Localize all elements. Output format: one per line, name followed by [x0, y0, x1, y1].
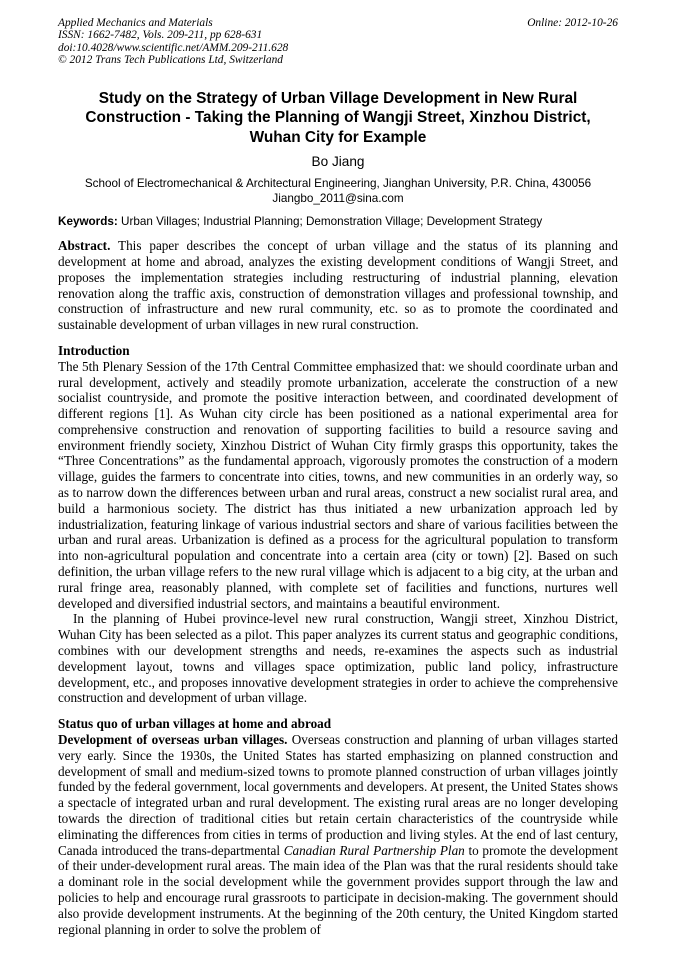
abstract-text: This paper describes the concept of urban village and the status of its planning and development at home and abroad, analyzes the existing development conditions of Wangji Street, and proposes the implementation strategies including restructuring of industrial planning, elevation renovation along the traffic axis, construction of demonstration villages and professional township, and construction of infrastructure and new rural community, etc. so as to promote the coordinated and sustainable development of urban villages in new rural construction.	[58, 238, 618, 333]
doi-line: doi:10.4028/www.scientific.net/AMM.209-211.628	[58, 41, 289, 54]
journal-header-left	[58, 17, 288, 67]
paper-title-line-2: Construction - Taking the Planning of Wangji Street, Xinzhou District,	[85, 109, 591, 127]
author-email: Jiangbo_2011@sina.com	[272, 192, 404, 206]
overseas-text-before-italic: Overseas construction and planning of urban villages started very early. Since the 1930s, the United States has started emphasizing on planned construction and development of small and medium-sized towns to promote planned construction of urban villages jointly funded by the federal government, local governments and developers. At present, the United States shows a spectacle of integrated urban and rural development. The existing rural areas are no longer developing towards the direction of traditional cities but retain certain characteristics of the countryside while eliminating the differences from cities in terms of production and living styles. At the end of last century, Canada introduced the trans-departmental	[58, 732, 618, 858]
paper-title	[58, 89, 618, 148]
abstract-paragraph	[58, 238, 618, 333]
affiliation-block	[58, 176, 618, 206]
paper-title-line-3: Wuhan City for Example	[249, 128, 427, 146]
paper-title-line-1: Study on the Strategy of Urban Village Development in New Rural	[98, 89, 578, 107]
keywords-label: Keywords:	[58, 215, 118, 229]
section-heading-introduction: Introduction	[58, 342, 130, 358]
copyright-line: © 2012 Trans Tech Publications Ltd, Switzerland	[58, 54, 283, 67]
affiliation: School of Electromechanical & Architectural Engineering, Jianghan University, P.R. China, 430056	[84, 177, 592, 191]
journal-name: Applied Mechanics and Materials	[58, 17, 213, 29]
abstract-label: Abstract.	[58, 238, 111, 254]
overseas-runin-label: Development of overseas urban villages.	[58, 732, 288, 748]
introduction-paragraph-1: The 5th Plenary Session of the 17th Central Committee emphasized that: we should coordinate urban and rural development, actively and steadily promote urbanization, accelerate the construction of a new socialist countryside, and promote the positive interaction between, and coordinated development of different regions [1]. As Wuhan city circle has been positioned as a national experimental area for comprehensive construction and renovation of supporting facilities to build a resource saving and environment friendly society, Xinzhou District of Wuhan City firmly grasps this opportunity, takes the “Three Concentrations” as the fundamental approach, vigorously promotes the construction of a modern village, guides the farmers to concentrate into cities, towns, and new communities in an orderly way, so as to narrow down the differences between urban and rural areas, construct a new socialist rural area, and build a harmonious society. The district has thus initiated a new urbanization approach led by industrialization, featuring linkage of various industrial sectors and share of various facilities between the urban and rural areas. Urbanization is defined as a process for the agricultural population to transform into non-agricultural population and concentrate into a certain area (city or town) [2]. Based on such definition, the urban village refers to the new rural village which is adjacent to a big city, at the urban and rural fringe area, reasonably planned, with complete set of facilities and functions, nurtures well developed and diversified industrial sectors, and maintains a beautiful environment.	[58, 358, 618, 611]
introduction-paragraph-2: In the planning of Hubei province-level new rural construction, Wangji street, Xinzhou District, Wuhan City has been selected as a pilot. This paper analyzes its current status and geographic conditions, combines with our development strengths and needs, re-examines the aspects such as industrial development layout, towns and villages space optimization, public land policy, infrastructure development, etc., and proposes innovative development strategies in order to achieve the comprehensive construction and development of urban village.	[58, 611, 618, 706]
journal-header	[58, 17, 618, 67]
online-date: Online: 2012-10-26	[527, 17, 618, 29]
overseas-development-paragraph	[58, 732, 618, 937]
issn-line: ISSN: 1662-7482, Vols. 209-211, pp 628-631	[58, 29, 263, 42]
overseas-text-after-italic: to promote the development of their under-development rural areas. The main idea of the Plan was that the rural residents should take a dominant role in the social development while the government provides support through the law and policies to help and encourage rural grassroots to participate in decision-making. The government should also provide development instruments. At the beginning of the 20th century, the United Kingdom started regional planning in order to solve the problem of	[58, 842, 618, 937]
keywords-text: Urban Villages; Industrial Planning; Demonstration Village; Development Strategy	[117, 215, 543, 229]
canadian-plan-italic: Canadian Rural Partnership Plan	[283, 842, 465, 858]
section-heading-status-quo: Status quo of urban villages at home and abroad	[58, 716, 332, 732]
author-name: Bo Jiang	[311, 154, 365, 170]
keywords-line	[58, 215, 618, 229]
